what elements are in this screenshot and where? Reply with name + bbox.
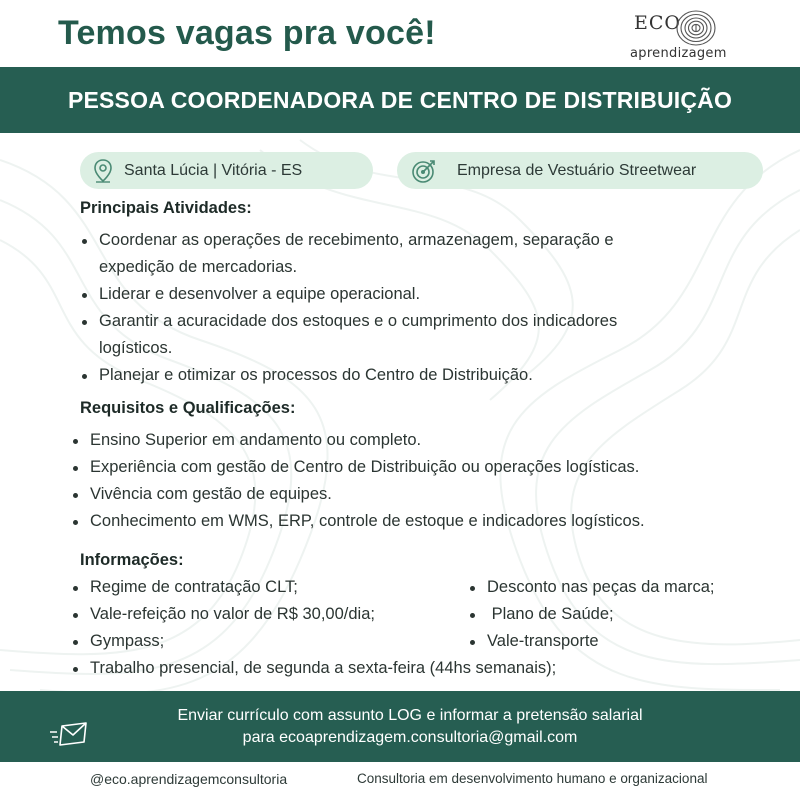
requirements-list — [71, 427, 645, 535]
list-item: Plano de Saúde; — [468, 601, 714, 628]
list-item: Gympass; — [71, 628, 556, 655]
footer-instruction: Enviar currículo com assunto LOG e informar a pretensão salarial — [177, 707, 643, 724]
list-item: Desconto nas peças da marca; — [468, 574, 714, 601]
footer-banner — [0, 691, 800, 762]
location-label: Santa Lúcia | Vitória - ES — [124, 161, 303, 179]
logo-brand-text: ECO — [634, 12, 681, 34]
list-item: Conhecimento em WMS, ERP, controle de estoque e indicadores logísticos. — [71, 508, 645, 535]
footer-email[interactable]: para ecoaprendizagem.consultoria@gmail.com — [242, 729, 578, 746]
instagram-handle[interactable]: @eco.aprendizagemconsultoria — [90, 771, 288, 787]
activities-title: Principais Atividades: — [80, 199, 252, 217]
info-title: Informações: — [80, 551, 184, 569]
list-item: Coordenar as operações de recebimento, armazenagem, separação e — [80, 227, 617, 254]
list-item-continuation: expedição de mercadorias. — [99, 258, 298, 276]
list-item: Vale-transporte — [468, 628, 714, 655]
brand-logo — [628, 6, 728, 64]
job-title-banner — [0, 67, 800, 133]
target-icon — [411, 158, 437, 184]
list-item: Vale-refeição no valor de R$ 30,00/dia; — [71, 601, 556, 628]
list-item: Trabalho presencial, de segunda a sexta-feira (44hs semanais); — [71, 655, 556, 682]
fingerprint-icon — [674, 8, 718, 48]
list-item: Ensino Superior em andamento ou completo. — [71, 427, 645, 454]
location-tag — [80, 152, 373, 189]
info-right-list — [468, 574, 714, 655]
list-item-continuation: logísticos. — [99, 339, 173, 357]
company-tag — [397, 152, 763, 189]
headline: Temos vagas pra você! — [58, 14, 436, 52]
company-tagline: Consultoria em desenvolvimento humano e organizacional — [357, 771, 708, 786]
company-label: Empresa de Vestuário Streetwear — [457, 161, 697, 179]
list-item: Experiência com gestão de Centro de Distribuição ou operações logísticas. — [71, 454, 645, 481]
list-item: Planejar e otimizar os processos do Centro de Distribuição. — [80, 362, 617, 389]
requirements-title: Requisitos e Qualificações: — [80, 399, 296, 417]
job-title: PESSOA COORDENADORA DE CENTRO DE DISTRIBUIÇÃO — [67, 86, 733, 113]
list-item: Vivência com gestão de equipes. — [71, 481, 645, 508]
logo-subtitle: aprendizagem — [630, 46, 727, 61]
location-pin-icon — [90, 158, 116, 184]
list-item: Liderar e desenvolver a equipe operacional. — [80, 281, 617, 308]
list-item: Garantir a acuracidade dos estoques e o cumprimento dos indicadores — [80, 308, 617, 335]
activities-list — [80, 227, 617, 389]
list-item: Regime de contratação CLT; — [71, 574, 556, 601]
